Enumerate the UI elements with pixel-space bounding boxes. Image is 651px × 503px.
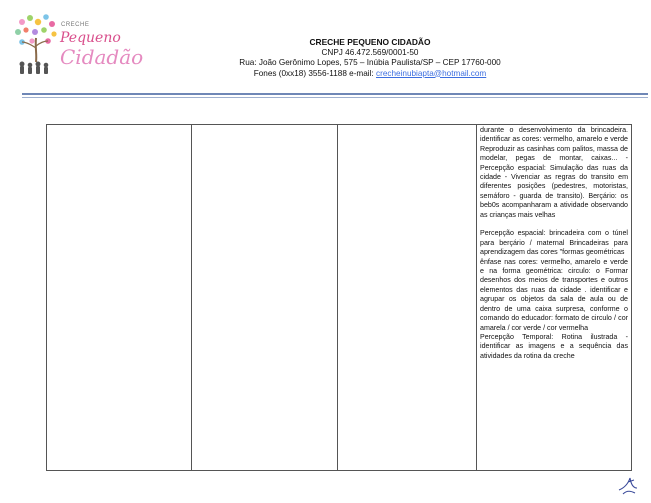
institution-name: CRECHE PEQUENO CIDADÃO <box>309 37 431 47</box>
paragraph-gap <box>480 220 628 229</box>
letterhead-text <box>210 37 530 79</box>
activity-paragraph: Percepção Temporal: Rotina ilustrada - identificar as imagens e a sequência das atividades da rotina da creche <box>480 332 628 360</box>
logo-small-text: CRECHE <box>61 22 90 28</box>
letterhead <box>0 0 651 96</box>
activity-paragraph: Percepção espacial: brincadeira com o túnel para berçário / maternal Brincadeiras para aprendizagem das cores "formas geométricas <box>480 229 628 257</box>
table-cell-col3 <box>338 125 477 471</box>
contact-line <box>210 69 530 80</box>
address-line: Rua: João Gerônimo Lopes, 575 – Inúbia Paulista/SP – CEP 17760-000 <box>239 58 501 67</box>
cnpj-line: CNPJ 46.472.569/0001-50 <box>321 47 419 57</box>
logo-word-pequeno: Pequeno <box>60 30 121 46</box>
phone-text: Fones (0xx18) 3556-1188 e-mail: <box>253 68 376 78</box>
activities-table <box>46 124 632 471</box>
email-link[interactable]: crecheinubiapta@hotmail.com <box>376 68 487 78</box>
table-cell-col4 <box>477 125 632 471</box>
header-rule <box>22 93 648 95</box>
logo-word-cidadao: Cidadão <box>60 45 144 69</box>
signature-mark <box>615 472 641 498</box>
children-icon <box>20 62 49 75</box>
table-cell-col1 <box>47 125 192 471</box>
activity-paragraph: ênfase nas cores: vermelho, amarelo e verde e na forma geométrica: circulo: o Formar desenhos dos meios de transportes e outros elementos das ruas da cidade . identificar e agrupar os objetos da sala de aula ou de dentro de uma caixa surpresa, conforme o comando do educador: formato de circulo / cor amarela / cor verde / cor vermelha <box>480 257 628 332</box>
tree-icon <box>15 14 57 62</box>
header-rule-thin <box>22 97 648 98</box>
table-cell-col2 <box>192 125 338 471</box>
activity-paragraph: durante o desenvolvimento da brincadeira. identificar as cores: vermelho, amarelo e verde Reproduzir as casinhas com palitos, massa de modelar, pegas de montar, caixas... - Percepção espacial: Simulação das ruas da cidade - Vivenciar as regras do transito em diferentes posições (pedestres, motoristas, semáforo - guarda de transito). Berçário: os beb0s acompanharam a atividade observando as crianças mais velhas <box>480 126 628 219</box>
